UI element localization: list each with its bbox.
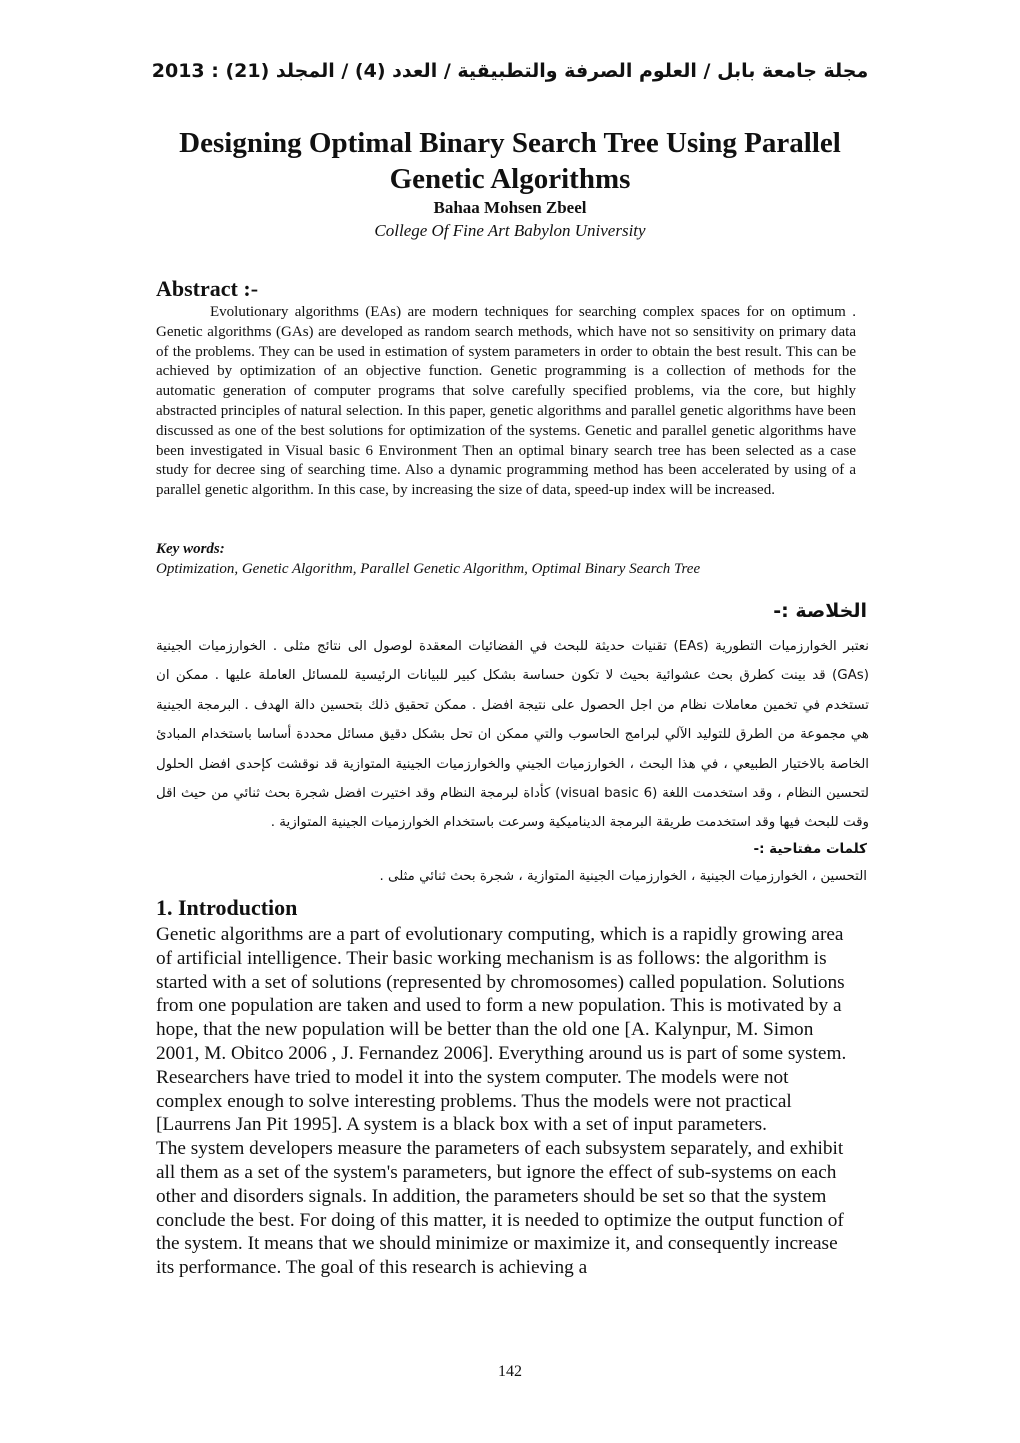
introduction-paragraph: Genetic algorithms are a part of evolutionary computing, which is a rapidly growing area of artificial intelligence. Their basic working mechanism is as follows: the algorithm is started with a set of solutions (represented by chromosomes) called population. Solutions from one population are taken and used to form a new population. This is motivated by a hope, that the new population will be better than the old one [A. Kalynpur, M. Simon 2001, M. Obitco 2006 , J. Fernandez 2006]. Everything around us is part of some system. Researchers have tried to model it into the system computer. The models were not complex enough to solve interesting problems. Thus the models were not practical [Laurrens Jan Pit 1995]. A system is a black box with a set of input parameters. (156, 924, 847, 1136)
introduction-heading: 1. Introduction (156, 895, 298, 920)
arabic-abstract-heading: الخلاصة :- (773, 600, 867, 622)
introduction-body (156, 923, 858, 1280)
page-number: 142 (498, 1363, 522, 1380)
keywords-list: Optimization, Genetic Algorithm, Parallel Genetic Algorithm, Optimal Binary Search Tree (156, 561, 701, 577)
journal-header: مجلة جامعة بابل / العلوم الصرفة والتطبيقية / العدد (4) / المجلد (21) : 2013 (151, 60, 869, 82)
author-affiliation: College Of Fine Art Babylon University (374, 221, 646, 240)
arabic-keywords-list: التحسين ، الخوارزميات الجينية ، الخوارزميات الجينية المتوازية ، شجرة بحث ثنائي مثلى . (379, 869, 867, 884)
paper-title: Designing Optimal Binary Search Tree Using Parallel Genetic Algorithms (179, 127, 841, 195)
arabic-keywords-heading: كلمات مفتاحية :- (753, 841, 867, 857)
introduction-paragraph: The system developers measure the parameters of each subsystem separately, and exhibit all them as a set of the system's parameters, but ignore the effect of sub-systems on each other and disorders signals. In addition, the parameters should be set so that the system conclude the best. For doing of this matter, it is needed to optimize the output function of the system. It means that we should minimize or maximize it, and consequently increase its performance. The goal of this research is achieving a (156, 1138, 844, 1279)
author-name: Bahaa Mohsen Zbeel (433, 198, 587, 217)
keywords-heading: Key words: (156, 541, 225, 557)
abstract-body: Evolutionary algorithms (EAs) are modern techniques for searching complex spaces for on optimum . Genetic algorithms (GAs) are developed as random search methods, which have not so sensitivity on primary data of the problems. They can be used in estimation of system parameters in order to obtain the best result. This can be achieved by optimization of an objective function. Genetic programming is a collection of methods for the automatic generation of computer programs that solve carefully specified problems, via the core, but highly abstracted principles of natural selection. In this paper, genetic algorithms and parallel genetic algorithms have been discussed as one of the best solutions for optimization of the systems. Genetic and parallel genetic algorithms have been investigated in Visual basic 6 Environment Then an optimal binary search tree has been selected as a case study for decree sing of searching time. Also a dynamic programming method has been accelerated by using of a parallel genetic algorithm. In this case, by increasing the size of data, speed-up index will be increased. (156, 304, 856, 499)
arabic-abstract-body: نعتبر الخوارزميات التطورية (EAs) تقنيات حديثة للبحث في الفضائيات المعقدة لوصول الى نتائج مثلى . الخوارزميات الجينية (GAs) قد بينت كطرق بحث عشوائية بحيث لا تكون حساسة بشكل كبير للبيانات الرئيسية للمسائل العاملة عليها . ممكن ان تستخدم في تخمين معاملات نظام من اجل الحصول على نتيجة افضل . ممكن تحقيق ذلك بتحسين دالة الهدف . البرمجة الجينية هي مجموعة من الطرق للتوليد الآلي لبرامج الحاسوب والتي ممكن ان تحل بشكل دقيق مسائل محددة أساسا باستخدام المبادئ الخاصة بالاختيار الطبيعي ، في هذا البحث ، الخوارزميات الجيني والخوارزميات الجينية المتوازية قد نوقشت كإحدى افضل الحلول لتحسين النظام ، وقد استخدمت اللغة (visual basic 6) كأداة لبرمجة النظام وقد اختيرت افضل شجرة بحث ثنائي من حيث اقل وقت للبحث فيها وقد استخدمت طريقة البرمجة الديناميكية وسرعت باستخدام الخوارزميات الجينية المتوازية . (156, 639, 869, 831)
abstract-heading: Abstract :- (156, 276, 259, 301)
